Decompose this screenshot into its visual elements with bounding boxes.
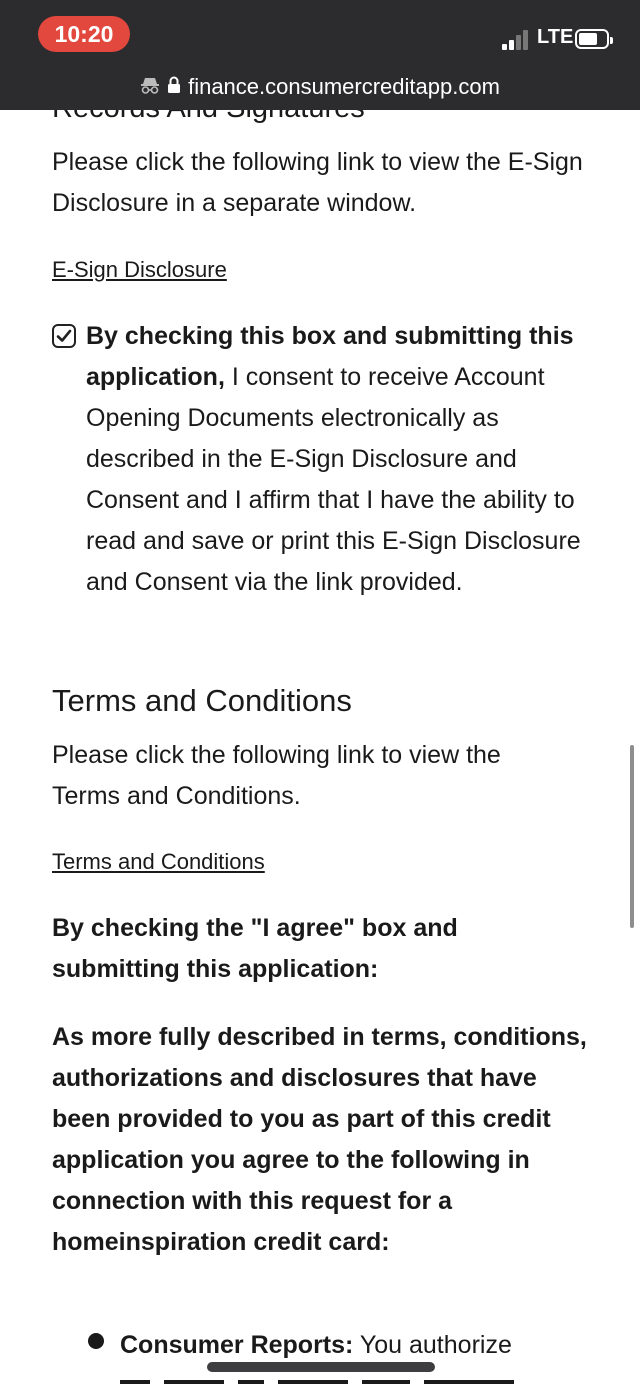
lock-icon bbox=[167, 74, 181, 100]
esign-consent-text bbox=[86, 316, 606, 603]
cut-off-text-line bbox=[120, 1380, 590, 1392]
terms-heading: Terms and Conditions bbox=[52, 683, 352, 718]
battery-icon bbox=[575, 29, 609, 49]
bullet-bold: Consumer Reports: bbox=[120, 1331, 354, 1359]
scrollbar[interactable] bbox=[630, 745, 634, 928]
bullet-item-consumer-reports bbox=[120, 1331, 512, 1360]
bullet-body: You authorize bbox=[353, 1331, 512, 1359]
signal-icon bbox=[502, 28, 530, 50]
agree-body: As more fully described in terms, conditions, authorizations and disclosures that have been provided to you as part of this credit application you agree to the following in connection with this request for a homeinspiration credit card: bbox=[52, 1023, 587, 1256]
checkmark-icon bbox=[55, 327, 73, 345]
home-indicator[interactable] bbox=[207, 1362, 435, 1372]
terms-intro-text: Please click the following link to view the Terms and Conditions. bbox=[52, 741, 501, 810]
url-text: finance.consumercreditapp.com bbox=[188, 74, 500, 99]
esign-consent-body: I consent to receive Account Opening Documents electronically as described in the E-Sign Disclosure and Consent and I affirm that I have the ability to read and save or print this E-Sign Disclosure and Consent via the link provided. bbox=[86, 363, 581, 596]
esign-disclosure-link[interactable]: E-Sign Disclosure bbox=[52, 257, 227, 282]
agree-heading: By checking the "I agree" box and submitting this application: bbox=[52, 914, 458, 983]
browser-chrome bbox=[0, 0, 640, 110]
terms-and-conditions-link[interactable]: Terms and Conditions bbox=[52, 849, 265, 874]
private-browsing-icon bbox=[140, 74, 160, 100]
address-bar[interactable] bbox=[0, 72, 640, 102]
network-label: LTE bbox=[537, 26, 574, 48]
bullet-icon bbox=[88, 1333, 104, 1349]
esign-consent-checkbox[interactable] bbox=[52, 324, 76, 348]
status-time: 10:20 bbox=[38, 16, 130, 52]
esign-intro-text: Please click the following link to view the E-Sign Disclosure in a separate window. bbox=[52, 148, 583, 217]
esign-consent-bold: By checking this box and submitting this application, bbox=[86, 322, 574, 391]
